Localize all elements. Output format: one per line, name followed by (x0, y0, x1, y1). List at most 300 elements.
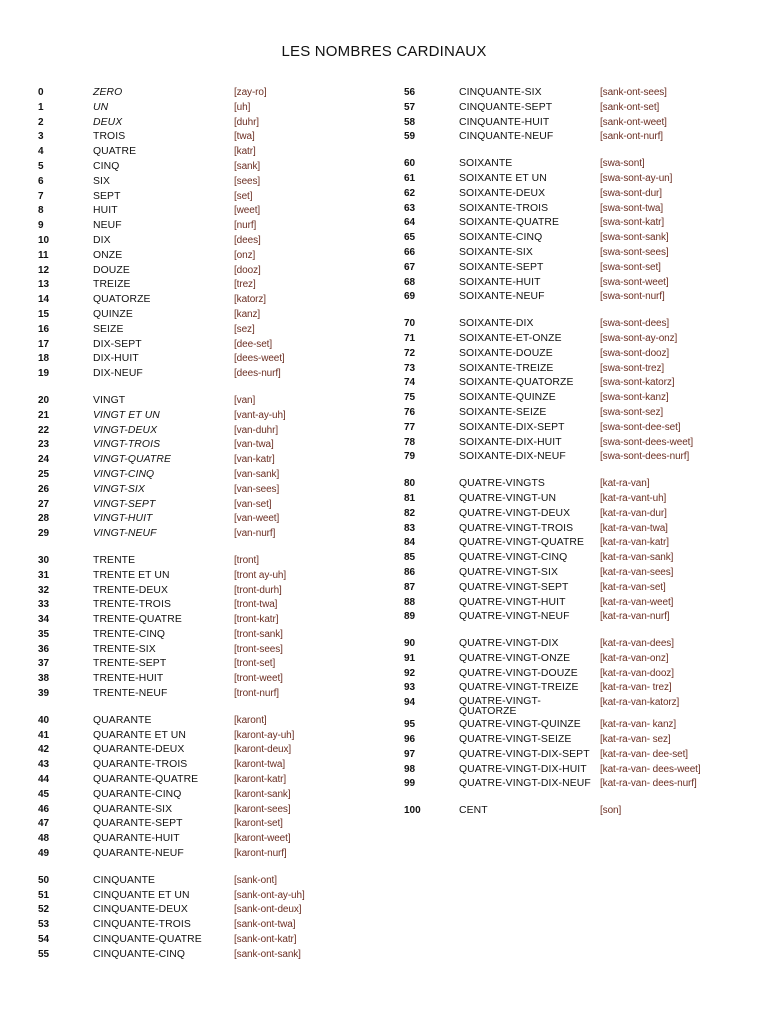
number-word: CINQUANTE-SIX (459, 87, 542, 98)
number-group (38, 394, 398, 542)
pronunciation: [sez] (234, 323, 255, 335)
number-digit: 47 (38, 818, 50, 830)
pronunciation: [swa-sont] (600, 158, 645, 170)
number-digit: 57 (404, 101, 416, 113)
pronunciation: [kat-ra-van-dooz] (600, 667, 674, 679)
number-group (404, 477, 764, 625)
number-digit: 63 (404, 202, 416, 214)
number-row (404, 492, 764, 507)
number-digit: 30 (38, 554, 50, 566)
number-row (38, 219, 398, 234)
pronunciation: [dees-weet] (234, 353, 285, 365)
pronunciation: [kat-ra-van-dees] (600, 638, 674, 650)
number-word: CINQUANTE-CINQ (93, 948, 186, 960)
number-digit: 98 (404, 763, 416, 775)
pronunciation: [tront-weet] (234, 673, 283, 685)
number-row (404, 551, 764, 566)
number-digit: 53 (38, 919, 50, 931)
number-row (404, 681, 764, 696)
number-word: QUATRE-VINGT-DIX-HUIT (459, 763, 587, 775)
pronunciation: [swa-sont-dooz] (600, 347, 670, 359)
number-word: SOIXANTE-DIX-HUIT (459, 436, 562, 448)
number-digit: 100 (404, 805, 421, 817)
right-column (404, 86, 764, 831)
pronunciation: [son] (600, 805, 622, 817)
number-word: SOIXANTE-CINQ (459, 232, 543, 244)
number-row (404, 696, 764, 718)
number-word: QUARANTE-CINQ (93, 788, 182, 800)
number-digit: 46 (38, 803, 50, 815)
number-word: QUATRE-VINGT-SIX (459, 566, 558, 578)
number-digit: 97 (404, 748, 416, 760)
pronunciation: [uh] (234, 101, 251, 113)
number-row (38, 86, 398, 101)
number-digit: 29 (38, 528, 50, 540)
number-row (38, 657, 398, 672)
number-row (38, 352, 398, 367)
pronunciation: [sank-ont-twa] (234, 919, 296, 931)
number-digit: 99 (404, 778, 416, 790)
pronunciation: [tront-twa] (234, 599, 278, 611)
number-row (38, 204, 398, 219)
pronunciation: [swa-sont-ay-un] (600, 172, 673, 184)
number-digit: 27 (38, 498, 50, 510)
number-group (38, 714, 398, 862)
number-row (404, 376, 764, 391)
number-word: TRENTE (93, 554, 136, 566)
left-column (38, 86, 398, 975)
pronunciation: [tront] (234, 554, 259, 566)
pronunciation: [kat-ra-van- sez] (600, 734, 671, 746)
number-row (404, 763, 764, 778)
number-word: UN (93, 101, 109, 113)
pronunciation: [kat-ra-van- kanz] (600, 719, 677, 731)
number-digit: 72 (404, 347, 416, 359)
pronunciation: [kat-ra-van-dur] (600, 507, 667, 519)
number-word: SOIXANTE-DIX-NEUF (459, 451, 566, 463)
number-word: TRENTE-NEUF (93, 688, 168, 700)
number-word: CINQUANTE-TROIS (93, 919, 191, 931)
number-row (38, 889, 398, 904)
number-digit: 59 (404, 131, 416, 143)
number-digit: 62 (404, 187, 416, 199)
number-digit: 74 (404, 377, 416, 389)
pronunciation: [van-katr] (234, 454, 275, 466)
pronunciation: [sank] (234, 160, 261, 172)
number-row (38, 249, 398, 264)
pronunciation: [sank-ont-set] (600, 101, 660, 113)
number-digit: 49 (38, 848, 50, 860)
number-digit: 81 (404, 492, 416, 504)
number-row (38, 130, 398, 145)
number-word: QUATRE-VINGT-QUATRE (459, 537, 585, 549)
number-digit: 36 (38, 643, 50, 655)
number-word: TRENTE-SIX (93, 643, 156, 655)
number-word: QUARANTE-HUIT (93, 833, 180, 845)
number-digit: 0 (38, 87, 44, 98)
number-word: CINQUANTE-HUIT (459, 116, 550, 128)
pronunciation: [tront-nurf] (234, 688, 279, 700)
number-row (404, 406, 764, 421)
number-row (404, 130, 764, 145)
number-row (404, 101, 764, 116)
number-row (38, 338, 398, 353)
pronunciation: [karont-deux] (234, 744, 292, 756)
number-digit: 67 (404, 261, 416, 273)
pronunciation: [tront-set] (234, 658, 276, 670)
number-row (404, 86, 764, 101)
number-digit: 82 (404, 507, 416, 519)
number-digit: 28 (38, 513, 50, 525)
number-word: SOIXANTE-QUATORZE (459, 377, 574, 389)
pronunciation: [onz] (234, 249, 256, 261)
number-row (404, 421, 764, 436)
pronunciation: [dees] (234, 234, 261, 246)
pronunciation: [swa-sont-set] (600, 261, 661, 273)
number-row (38, 512, 398, 527)
number-word: CINQUANTE-DEUX (93, 904, 188, 916)
pronunciation: [set] (234, 190, 253, 202)
number-row (38, 116, 398, 131)
number-word: NEUF (93, 220, 122, 232)
number-word: SEPT (93, 190, 121, 202)
number-group (404, 637, 764, 792)
number-word: QUARANTE-NEUF (93, 848, 184, 860)
pronunciation: [karont] (234, 714, 267, 726)
number-row (404, 667, 764, 682)
number-word: QUINZE (93, 308, 133, 320)
number-row (404, 804, 764, 819)
number-digit: 23 (38, 439, 50, 451)
pronunciation: [van-weet] (234, 513, 280, 525)
number-digit: 83 (404, 522, 416, 534)
pronunciation: [swa-sont-ay-onz] (600, 332, 678, 344)
number-word: QUATORZE (93, 294, 151, 306)
number-word: QUARANTE-QUATRE (93, 774, 199, 786)
number-word: TRENTE-SEPT (93, 658, 167, 670)
number-word: QUARANTE-SIX (93, 803, 173, 815)
number-word: QUATRE-VINGT-HUIT (459, 596, 566, 608)
number-row (38, 293, 398, 308)
number-word: QUATRE-VINGTS (459, 478, 545, 490)
number-word: TRENTE-DEUX (93, 584, 168, 596)
number-row (404, 216, 764, 231)
number-word: QUARANTE-DEUX (93, 744, 185, 756)
number-word: CINQUANTE (93, 874, 156, 886)
number-row (404, 477, 764, 492)
number-word: SOIXANTE-SEPT (459, 261, 544, 273)
number-row (404, 261, 764, 276)
number-row (38, 160, 398, 175)
pronunciation: [van-twa] (234, 439, 274, 451)
number-word: CINQUANTE-SEPT (459, 101, 553, 113)
number-row (38, 743, 398, 758)
number-digit: 42 (38, 744, 50, 756)
number-digit: 54 (38, 934, 50, 946)
number-digit: 80 (404, 478, 416, 490)
number-row (404, 246, 764, 261)
page-title: LES NOMBRES CARDINAUX (281, 43, 487, 61)
number-digit: 37 (38, 658, 50, 670)
number-row (38, 613, 398, 628)
number-word: QUATRE-VINGT-UN (459, 492, 557, 504)
pronunciation: [swa-sont-sees] (600, 246, 669, 258)
pronunciation: [kat-ra-van-sees] (600, 566, 674, 578)
number-row (38, 832, 398, 847)
number-digit: 64 (404, 217, 416, 229)
number-word: TRENTE-QUATRE (93, 614, 182, 626)
pronunciation: [swa-sont-nurf] (600, 291, 665, 303)
number-digit: 89 (404, 611, 416, 623)
pronunciation: [karont-weet] (234, 833, 291, 845)
number-word: QUATRE-VINGT-DIX (459, 638, 559, 650)
number-row (38, 498, 398, 513)
number-row (38, 874, 398, 889)
number-word: CINQUANTE-QUATRE (93, 934, 202, 946)
number-row (38, 424, 398, 439)
number-digit: 92 (404, 667, 416, 679)
number-word: SOIXANTE-HUIT (459, 276, 541, 288)
number-word: VINGT-NEUF (93, 528, 157, 540)
number-row (38, 101, 398, 116)
pronunciation: [kat-ra-van- dees-weet] (600, 763, 701, 775)
number-digit: 95 (404, 719, 416, 731)
number-row (38, 847, 398, 862)
number-row (38, 527, 398, 542)
number-digit: 14 (38, 294, 50, 306)
number-digit: 77 (404, 421, 416, 433)
number-row (38, 438, 398, 453)
number-word: SOIXANTE-DEUX (459, 187, 546, 199)
pronunciation: [sank-ont] (234, 874, 277, 886)
number-row (404, 596, 764, 611)
number-row (404, 362, 764, 377)
pronunciation: [swa-sont-trez] (600, 362, 665, 374)
pronunciation: [swa-sont-katr] (600, 217, 665, 229)
number-digit: 66 (404, 246, 416, 258)
number-digit: 96 (404, 734, 416, 746)
pronunciation: [kanz] (234, 308, 261, 320)
number-row (404, 748, 764, 763)
number-word: TROIS (93, 131, 126, 143)
number-row (38, 773, 398, 788)
number-word: DIX (93, 234, 111, 246)
number-row (404, 347, 764, 362)
number-digit: 3 (38, 131, 44, 143)
number-row (38, 729, 398, 744)
number-digit: 85 (404, 552, 416, 564)
pronunciation: [kat-ra-van- trez] (600, 682, 672, 694)
number-digit: 13 (38, 279, 50, 291)
pronunciation: [karont-set] (234, 818, 283, 830)
number-row (38, 278, 398, 293)
number-word: VINGT-TROIS (93, 439, 161, 451)
number-row (404, 276, 764, 291)
number-word: QUARANTE (93, 714, 152, 726)
number-word: SOIXANTE-TROIS (459, 202, 549, 214)
number-digit: 65 (404, 232, 416, 244)
number-digit: 51 (38, 889, 50, 901)
number-word: CINQ (93, 160, 120, 172)
pronunciation: [swa-sont-dee-set] (600, 421, 681, 433)
number-digit: 70 (404, 318, 416, 330)
pronunciation: [karont-nurf] (234, 848, 287, 860)
number-word: QUATRE-VINGT-QUINZE (459, 719, 581, 731)
number-row (38, 554, 398, 569)
number-group (38, 554, 398, 702)
pronunciation: [swa-sont-dur] (600, 187, 662, 199)
pronunciation: [karont-ay-uh] (234, 729, 295, 741)
pronunciation: [kat-ra-van-katorz] (600, 697, 680, 709)
number-row (38, 687, 398, 702)
number-row (38, 948, 398, 963)
number-digit: 35 (38, 628, 50, 640)
number-word: DIX-NEUF (93, 368, 143, 380)
number-word: HUIT (93, 205, 118, 217)
number-digit: 24 (38, 454, 50, 466)
pronunciation: [dees-nurf] (234, 368, 281, 380)
number-digit: 9 (38, 220, 44, 232)
pronunciation: [nurf] (234, 220, 257, 232)
pronunciation: [tront-katr] (234, 614, 279, 626)
number-word: QUATRE (93, 146, 137, 158)
number-digit: 61 (404, 172, 416, 184)
number-digit: 2 (38, 116, 44, 128)
number-digit: 11 (38, 249, 49, 261)
number-word: SOIXANTE ET UN (459, 172, 547, 184)
number-digit: 48 (38, 833, 50, 845)
number-row (38, 409, 398, 424)
number-row (38, 584, 398, 599)
number-word: ONZE (93, 249, 123, 261)
pronunciation: [karont-twa] (234, 759, 286, 771)
number-group (404, 804, 764, 819)
number-digit: 76 (404, 406, 416, 418)
number-word: QUATRE-VINGT-DOUZE (459, 667, 578, 679)
number-digit: 4 (38, 146, 44, 158)
number-word: SOIXANTE-TREIZE (459, 362, 554, 374)
pronunciation: [sank-ont-sank] (234, 948, 301, 960)
number-digit: 20 (38, 394, 50, 406)
number-row (38, 598, 398, 613)
number-word: QUATRE-VINGT- QUATORZE (459, 696, 541, 718)
number-digit: 94 (404, 697, 416, 709)
number-word: TRENTE ET UN (93, 569, 170, 581)
pronunciation: [sank-ont-sees] (600, 87, 667, 98)
number-word: QUATRE-VINGT-NEUF (459, 611, 570, 623)
number-row (404, 450, 764, 465)
number-digit: 50 (38, 874, 50, 886)
number-row (404, 536, 764, 551)
pronunciation: [kat-ra-van-weet] (600, 596, 674, 608)
number-digit: 1 (38, 101, 44, 113)
number-digit: 55 (38, 948, 50, 960)
pronunciation: [katr] (234, 146, 256, 158)
pronunciation: [kat-ra-van- dee-set] (600, 748, 688, 760)
number-word: DIX-SEPT (93, 338, 142, 350)
number-word: TRENTE-CINQ (93, 628, 166, 640)
number-digit: 10 (38, 234, 50, 246)
pronunciation: [tront-sees] (234, 643, 283, 655)
pronunciation: [swa-sont-dees] (600, 318, 670, 330)
number-row (404, 187, 764, 202)
number-row (38, 145, 398, 160)
number-digit: 18 (38, 353, 50, 365)
pronunciation: [trez] (234, 279, 256, 291)
number-word: DIX-HUIT (93, 353, 139, 365)
number-word: TRENTE-HUIT (93, 673, 164, 685)
number-digit: 71 (404, 332, 416, 344)
number-row (38, 788, 398, 803)
number-row (404, 637, 764, 652)
number-digit: 16 (38, 323, 50, 335)
number-row (38, 817, 398, 832)
number-digit: 75 (404, 392, 416, 404)
number-digit: 73 (404, 362, 416, 374)
number-digit: 43 (38, 759, 50, 771)
number-row (38, 308, 398, 323)
number-row (404, 317, 764, 332)
number-word: SOIXANTE-SIX (459, 246, 533, 258)
number-group (38, 874, 398, 963)
pronunciation: [sank-ont-katr] (234, 934, 297, 946)
number-word: QUATRE-VINGT-DEUX (459, 507, 571, 519)
number-word: QUATRE-VINGT-SEPT (459, 581, 569, 593)
number-digit: 22 (38, 424, 50, 436)
number-row (38, 672, 398, 687)
number-row (38, 918, 398, 933)
number-row (38, 175, 398, 190)
number-row (38, 758, 398, 773)
number-word: SIX (93, 175, 111, 187)
number-word: QUARANTE ET UN (93, 729, 187, 741)
pronunciation: [kat-ra-van-katr] (600, 537, 669, 549)
number-row (404, 157, 764, 172)
number-word: SOIXANTE-QUATRE (459, 217, 560, 229)
pronunciation: [karont-katr] (234, 774, 287, 786)
number-digit: 40 (38, 714, 50, 726)
pronunciation: [swa-sont-dees-nurf] (600, 451, 690, 463)
pronunciation: [van-sees] (234, 483, 280, 495)
number-word: SOIXANTE-DIX-SEPT (459, 421, 565, 433)
number-digit: 93 (404, 682, 416, 694)
pronunciation: [kat-ra-van-set] (600, 581, 666, 593)
pronunciation: [swa-sont-sez] (600, 406, 664, 418)
number-word: QUATRE-VINGT-TROIS (459, 522, 574, 534)
pronunciation: [duhr] (234, 116, 259, 128)
number-row (404, 733, 764, 748)
pronunciation: [karont-sees] (234, 803, 291, 815)
number-row (38, 714, 398, 729)
pronunciation: [kat-ra-van-onz] (600, 652, 669, 664)
number-word: SOIXANTE (459, 158, 513, 170)
pronunciation: [van-set] (234, 498, 272, 510)
number-word: SOIXANTE-DOUZE (459, 347, 553, 359)
number-word: QUATRE-VINGT-TREIZE (459, 682, 579, 694)
pronunciation: [sank-ont-ay-uh] (234, 889, 305, 901)
number-row (404, 581, 764, 596)
number-row (404, 507, 764, 522)
pronunciation: [katorz] (234, 294, 266, 306)
number-row (38, 323, 398, 338)
number-group (404, 317, 764, 465)
number-group (404, 86, 764, 145)
number-row (38, 643, 398, 658)
pronunciation: [weet] (234, 205, 261, 217)
pronunciation: [sank-ont-weet] (600, 116, 667, 128)
number-word: CINQUANTE ET UN (93, 889, 190, 901)
number-row (38, 483, 398, 498)
